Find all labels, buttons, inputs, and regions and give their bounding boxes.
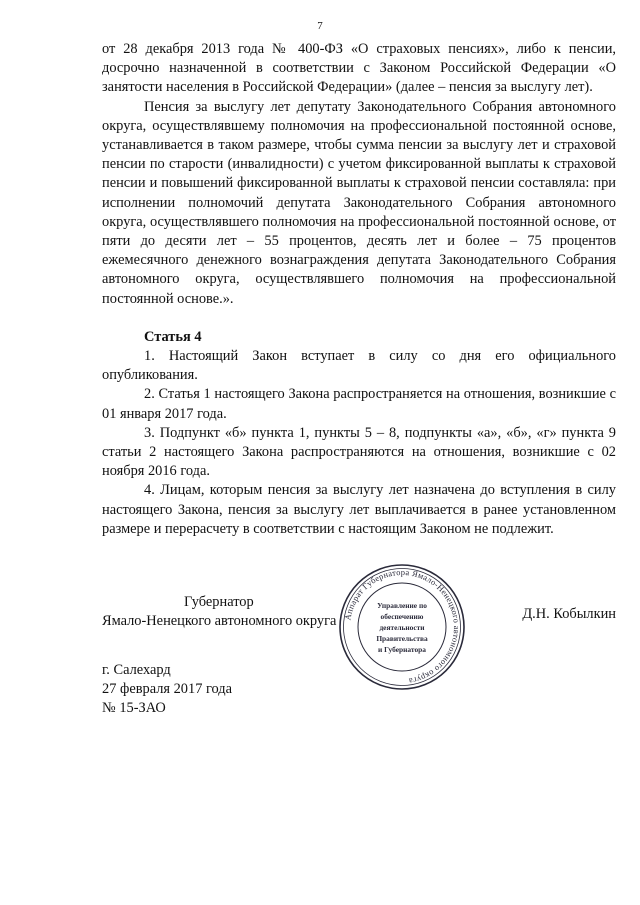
official-seal bbox=[338, 563, 466, 691]
document-footer bbox=[102, 661, 232, 719]
document-body bbox=[102, 40, 616, 539]
governor-title: Губернатор bbox=[184, 594, 254, 610]
seal-line-3: деятельности bbox=[379, 623, 425, 632]
signing-date: 27 февраля 2017 года bbox=[102, 681, 233, 698]
article-item-2: 2. Статья 1 настоящего Закона распространяется на отношения, возникшие с 01 января 2017 года. bbox=[102, 386, 616, 422]
law-number: № 15-ЗАО bbox=[102, 700, 166, 717]
paragraph-pension-amount: Пенсия за выслугу лет депутату Законодательного Собрания автономного округа, осуществлявшему полномочия на профессиональной постоянной основе, устанавливается в таком размере, чтобы сумма пенсии за выслугу лет и страховой пенсии по старости (инвалидности) с учетом фиксированной выплаты к страховой пенсии и повышений фиксированной выплаты к страховой пенсии составляла: при исполнении полномочий депутата Законодательного Собрания автономного округа, осуществлявшего полномочия на профессиональной постоянной основе, от пяти до десяти лет – 55 процентов, десять лет и более – 75 процентов ежемесячного денежного вознаграждения депутата Законодательного Собрания автономного округа, осуществлявшего полномочия на профессиональной постоянной основе.». bbox=[102, 98, 616, 307]
article-item-3: 3. Подпункт «б» пункта 1, пункты 5 – 8, подпункты «а», «б», «г» пункта 9 статьи 2 настоящего Закона распространяются на отношения, возникшие с 02 ноября 2016 года. bbox=[102, 424, 616, 480]
seal-line-4: Правительства bbox=[376, 634, 428, 643]
article-heading: Статья 4 bbox=[144, 328, 202, 345]
seal-line-5: и Губернатора bbox=[378, 645, 426, 654]
paragraph-pension-reference: от 28 декабря 2013 года № 400-ФЗ «О страховых пенсиях», либо к пенсии, досрочно назначенной в соответствии с Законом Российской Федерации «О занятости населения в Российской Федерации» (далее – пенсия за выслугу лет). bbox=[102, 41, 616, 96]
city: г. Салехард bbox=[102, 662, 171, 678]
article-item-4: 4. Лицам, которым пенсия за выслугу лет назначена до вступления в силу настоящего Закона, пенсия за выслугу лет выплачивается в ранее установленном размере и перерасчету в соответствии с настоящим Законом не подлежит. bbox=[102, 482, 616, 537]
seal-ring-text: Аппарат Губернатора Ямало-Ненецкого автономного округа bbox=[343, 567, 462, 686]
article-item-1: 1. Настоящий Закон вступает в силу со дня его официального опубликования. bbox=[102, 348, 616, 384]
page-number: 7 bbox=[317, 20, 323, 32]
seal-line-2: обеспечению bbox=[380, 612, 424, 621]
seal-line-1: Управление по bbox=[377, 601, 427, 610]
governor-region: Ямало-Ненецкого автономного округа bbox=[102, 613, 337, 629]
governor-name: Д.Н. Кобылкин bbox=[522, 606, 616, 622]
